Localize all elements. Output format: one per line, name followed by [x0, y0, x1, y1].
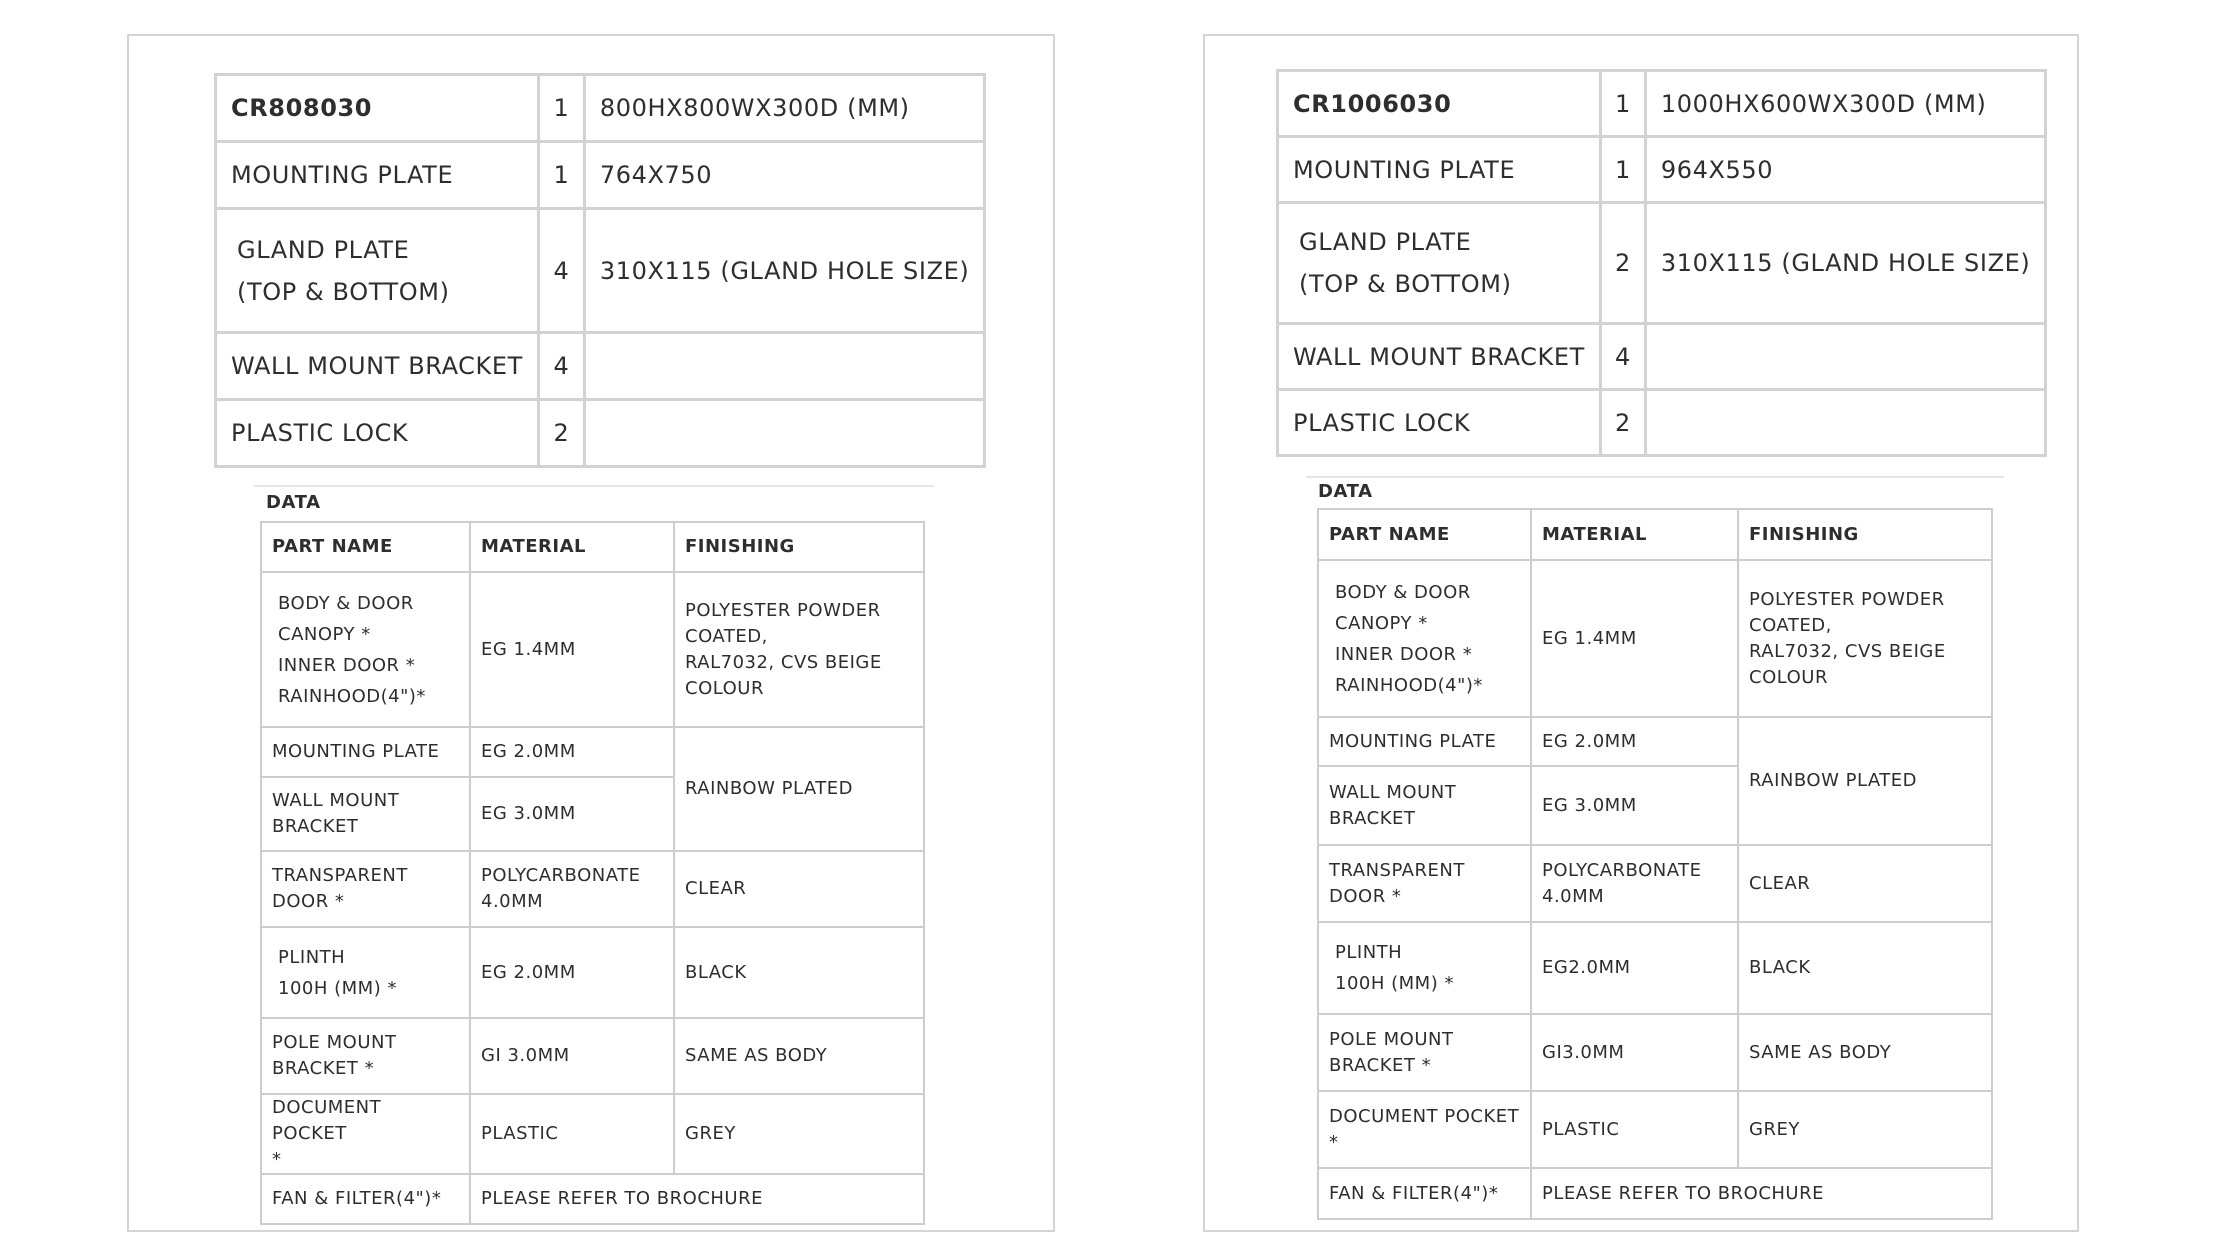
- part-size: [584, 333, 984, 400]
- spec-row-wall-mount: [1278, 324, 2046, 390]
- part-line: BRACKET: [1329, 807, 1416, 829]
- finishing: BLACK: [1738, 922, 1992, 1014]
- quantity: 2: [1600, 203, 1645, 324]
- part-name: WALL MOUNT BRACKET: [1278, 324, 1601, 390]
- quantity: 1: [538, 75, 584, 142]
- part-name: [1318, 922, 1531, 1014]
- material: EG 1.4MM: [1531, 560, 1738, 717]
- table-row: [261, 727, 924, 777]
- part-line: TRANSPARENT: [272, 865, 408, 886]
- header-part-name: PART NAME: [1318, 509, 1531, 560]
- part-name: [216, 209, 539, 333]
- material-line: 4.0MM: [1542, 885, 1605, 907]
- quantity: 4: [538, 333, 584, 400]
- finishing-line: COLOUR: [685, 677, 764, 699]
- part-line: DOOR *: [272, 891, 345, 912]
- part-name: WALL MOUNT BRACKET: [216, 333, 539, 400]
- header-finishing: FINISHING: [674, 522, 924, 572]
- model-code: CR808030: [216, 75, 539, 142]
- part-name: [1318, 845, 1531, 922]
- material: EG 2.0MM: [470, 927, 674, 1018]
- finishing-line: COATED,: [685, 625, 768, 647]
- spec-row-plastic-lock: [216, 400, 985, 467]
- part-size: 964X550: [1645, 137, 2045, 203]
- datasheet-panel-right: [1203, 34, 2079, 1232]
- material: GI3.0MM: [1531, 1014, 1738, 1091]
- part-line: PLINTH: [1335, 942, 1403, 963]
- material: [470, 851, 674, 927]
- table-row: [1318, 560, 1992, 717]
- part-name: MOUNTING PLATE: [261, 727, 470, 777]
- quantity: 1: [1600, 137, 1645, 203]
- spec-row-mounting-plate: [216, 142, 985, 209]
- spec-row-code: [216, 75, 985, 142]
- material-data-table: [260, 521, 925, 1225]
- header-finishing: FINISHING: [1738, 509, 1992, 560]
- part-line: INNER DOOR *: [1335, 643, 1473, 665]
- data-heading: DATA: [1318, 481, 1373, 502]
- part-name: PLASTIC LOCK: [1278, 390, 1601, 456]
- material-data-table: [1317, 508, 1993, 1220]
- part-line: BRACKET *: [1329, 1054, 1432, 1076]
- spec-row-code: [1278, 71, 2046, 137]
- part-name-line: GLAND PLATE: [1299, 228, 1472, 256]
- part-size: [1645, 390, 2045, 456]
- spec-table: [1276, 69, 2047, 457]
- table-row: [1318, 1168, 1992, 1219]
- finishing-line: RAL7032, CVS BEIGE: [1749, 640, 1946, 662]
- part-name: MOUNTING PLATE: [1278, 137, 1601, 203]
- header-material: MATERIAL: [1531, 509, 1738, 560]
- part-line: TRANSPARENT: [1329, 859, 1465, 881]
- part-line: *: [272, 1149, 282, 1170]
- finishing: RAINBOW PLATED: [1738, 717, 1992, 845]
- finishing: [1738, 560, 1992, 717]
- part-line: DOCUMENT POCKET: [1329, 1105, 1520, 1127]
- part-name: [1318, 1091, 1531, 1168]
- part-name: [261, 572, 470, 727]
- quantity: 4: [538, 209, 584, 333]
- dimensions: 1000HX600WX300D (MM): [1645, 71, 2045, 137]
- finishing: [674, 572, 924, 727]
- table-row: [261, 927, 924, 1018]
- table-row: [261, 851, 924, 927]
- material: EG 3.0MM: [1531, 766, 1738, 845]
- finishing: RAINBOW PLATED: [674, 727, 924, 851]
- divider: [1306, 476, 2004, 478]
- finishing: BLACK: [674, 927, 924, 1018]
- material: [1531, 845, 1738, 922]
- spec-row-mounting-plate: [1278, 137, 2046, 203]
- part-size: [1645, 324, 2045, 390]
- part-line: DOOR *: [1329, 885, 1402, 907]
- note: PLEASE REFER TO BROCHURE: [1531, 1168, 1992, 1219]
- part-line: DOCUMENT POCKET: [272, 1097, 382, 1144]
- material: EG 2.0MM: [1531, 717, 1738, 766]
- material: EG 2.0MM: [470, 727, 674, 777]
- material: GI 3.0MM: [470, 1018, 674, 1094]
- part-name-line: GLAND PLATE: [237, 235, 410, 264]
- part-line: 100H (MM) *: [1335, 973, 1454, 994]
- quantity: 1: [538, 142, 584, 209]
- material: PLASTIC: [1531, 1091, 1738, 1168]
- part-line: CANOPY *: [1335, 612, 1428, 634]
- part-name: [1318, 1014, 1531, 1091]
- finishing: SAME AS BODY: [674, 1018, 924, 1094]
- part-name: [1278, 203, 1601, 324]
- part-size: 310X115 (GLAND HOLE SIZE): [1645, 203, 2045, 324]
- part-size: [584, 400, 984, 467]
- part-size: 310X115 (GLAND HOLE SIZE): [584, 209, 984, 333]
- part-name: FAN & FILTER(4")*: [261, 1174, 470, 1224]
- part-name: [1318, 560, 1531, 717]
- quantity: 4: [1600, 324, 1645, 390]
- spec-row-gland-plate: [1278, 203, 2046, 324]
- finishing-line: COLOUR: [1749, 666, 1828, 688]
- finishing-line: POLYESTER POWDER: [685, 599, 881, 621]
- part-name: [261, 927, 470, 1018]
- finishing-line: COATED,: [1749, 614, 1832, 636]
- table-row: [1318, 845, 1992, 922]
- part-name: MOUNTING PLATE: [216, 142, 539, 209]
- part-name: [261, 1094, 470, 1174]
- quantity: 2: [1600, 390, 1645, 456]
- part-line: BODY & DOOR: [278, 592, 414, 614]
- quantity: 2: [538, 400, 584, 467]
- part-line: RAINHOOD(4")*: [278, 685, 426, 707]
- part-line: BODY & DOOR: [1335, 581, 1471, 603]
- spec-table: [214, 73, 986, 468]
- header-material: MATERIAL: [470, 522, 674, 572]
- part-line: 100H (MM) *: [278, 977, 397, 999]
- note: PLEASE REFER TO BROCHURE: [470, 1174, 924, 1224]
- material: EG 1.4MM: [470, 572, 674, 727]
- table-row: [261, 1094, 924, 1174]
- datasheet-panel-left: [127, 34, 1055, 1232]
- header-part-name: PART NAME: [261, 522, 470, 572]
- model-code: CR1006030: [1278, 71, 1601, 137]
- part-name: [1318, 766, 1531, 845]
- part-name: PLASTIC LOCK: [216, 400, 539, 467]
- finishing: SAME AS BODY: [1738, 1014, 1992, 1091]
- header-row: [1318, 509, 1992, 560]
- part-line: PLINTH: [278, 946, 346, 968]
- part-line: *: [1329, 1131, 1339, 1153]
- part-line: INNER DOOR *: [278, 654, 416, 676]
- part-name: [261, 851, 470, 927]
- finishing: GREY: [674, 1094, 924, 1174]
- part-line: BRACKET: [272, 816, 359, 837]
- spec-row-wall-mount: [216, 333, 985, 400]
- table-row: [1318, 1014, 1992, 1091]
- material-line: POLYCARBONATE: [1542, 859, 1702, 881]
- spec-row-plastic-lock: [1278, 390, 2046, 456]
- header-row: [261, 522, 924, 572]
- part-name: MOUNTING PLATE: [1318, 717, 1531, 766]
- part-line: POLE MOUNT: [272, 1032, 397, 1053]
- part-line: BRACKET *: [272, 1058, 375, 1079]
- table-row: [1318, 922, 1992, 1014]
- part-name-line: (TOP & BOTTOM): [237, 277, 450, 306]
- material: PLASTIC: [470, 1094, 674, 1174]
- finishing: CLEAR: [1738, 845, 1992, 922]
- part-size: 764X750: [584, 142, 984, 209]
- divider: [254, 485, 934, 487]
- material: EG 3.0MM: [470, 777, 674, 851]
- part-name: [261, 777, 470, 851]
- dimensions: 800HX800WX300D (MM): [584, 75, 984, 142]
- quantity: 1: [1600, 71, 1645, 137]
- table-row: [1318, 1091, 1992, 1168]
- finishing: GREY: [1738, 1091, 1992, 1168]
- part-name: FAN & FILTER(4")*: [1318, 1168, 1531, 1219]
- part-name-line: (TOP & BOTTOM): [1299, 270, 1512, 298]
- finishing-line: POLYESTER POWDER: [1749, 588, 1945, 610]
- data-heading: DATA: [266, 492, 321, 513]
- material-line: 4.0MM: [481, 891, 544, 912]
- material: EG2.0MM: [1531, 922, 1738, 1014]
- table-row: [261, 1174, 924, 1224]
- part-line: WALL MOUNT: [1329, 781, 1457, 803]
- part-line: WALL MOUNT: [272, 790, 400, 811]
- part-line: CANOPY *: [278, 623, 371, 645]
- table-row: [1318, 717, 1992, 766]
- finishing-line: RAL7032, CVS BEIGE: [685, 651, 882, 673]
- finishing: CLEAR: [674, 851, 924, 927]
- part-name: [261, 1018, 470, 1094]
- part-line: RAINHOOD(4")*: [1335, 674, 1483, 696]
- table-row: [261, 572, 924, 727]
- spec-row-gland-plate: [216, 209, 985, 333]
- part-line: POLE MOUNT: [1329, 1028, 1454, 1050]
- table-row: [261, 1018, 924, 1094]
- material-line: POLYCARBONATE: [481, 865, 641, 886]
